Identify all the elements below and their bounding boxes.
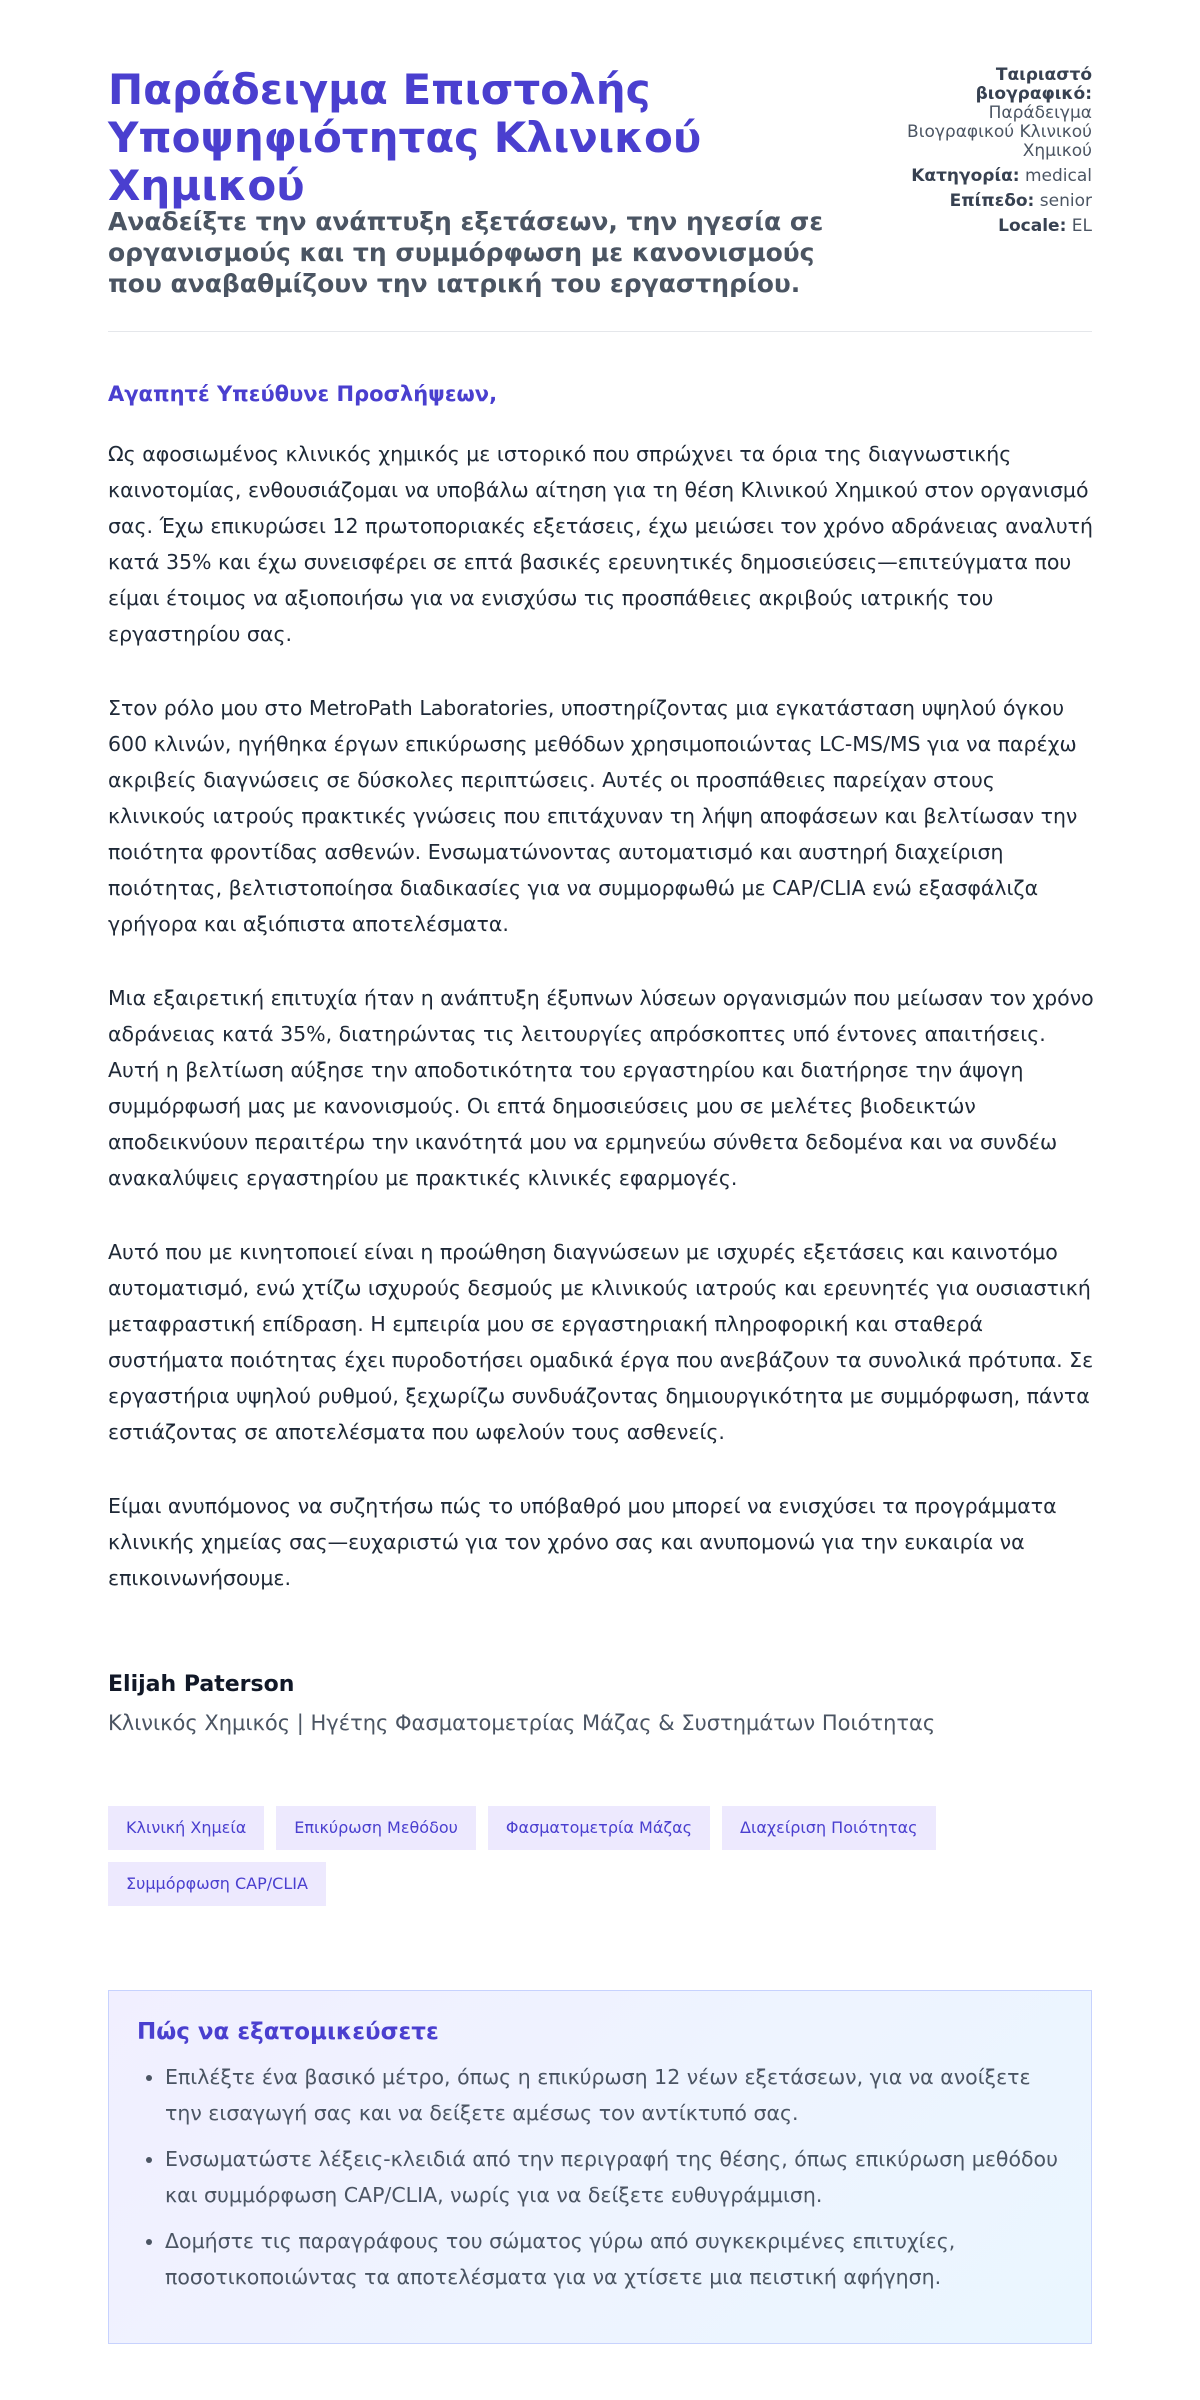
meta-matching-resume-label: Ταιριαστό βιογραφικό:: [975, 65, 1092, 104]
skill-tag: Κλινική Χημεία: [108, 1806, 264, 1850]
letter-body: [108, 436, 1094, 1634]
meta-level-value: senior: [1039, 191, 1092, 211]
skill-tag: Συμμόρφωση CAP/CLIA: [108, 1862, 326, 1906]
tips-title: Πώς να εξατομικεύσετε: [137, 2019, 439, 2045]
meta-category: [892, 167, 1092, 186]
meta-category-label: Κατηγορία:: [911, 166, 1020, 186]
letter-paragraph: Είμαι ανυπόμονος να συζητήσω πώς το υπόβαθρό μου μπορεί να ενισχύσει τα προγράμματα κλινικής χημείας σας—ευχαριστώ για τον χρόνο σας και ανυπομονώ για την ευκαιρία να επικοινωνήσουμε.: [108, 1494, 1057, 1590]
meta-panel: [892, 66, 1092, 242]
meta-locale-label: Locale:: [998, 216, 1067, 236]
customization-tips-box: [108, 1990, 1092, 2344]
page-subtitle: Αναδείξτε την ανάπτυξη εξετάσεων, την ηγεσία σε οργανισμούς και τη συμμόρφωση με κανονισμούς που αναβαθμίζουν την ιατρική του εργαστηρίου.: [108, 207, 824, 298]
meta-level: [892, 192, 1092, 211]
meta-category-value: medical: [1024, 166, 1092, 186]
tips-list-item: • Επιλέξτε ένα βασικό μέτρο, όπως η επικύρωση 12 νέων εξετάσεων, για να ανοίξετε την εισαγωγή σας και να δείξετε αμέσως τον αντίκτυπό σας.: [165, 2059, 1063, 2131]
skill-tag: Διαχείριση Ποιότητας: [722, 1806, 936, 1850]
signature-block: [108, 1672, 935, 1735]
tips-list-item: • Δομήστε τις παραγράφους του σώματος γύρω από συγκεκριμένες επιτυχίες, ποσοτικοποιώντας τα αποτελέσματα για να χτίσετε μια πειστική αφήγηση.: [165, 2223, 1063, 2295]
meta-locale: [892, 217, 1092, 236]
header-divider: [108, 331, 1092, 332]
letter-paragraph: Μια εξαιρετική επιτυχία ήταν η ανάπτυξη έξυπνων λύσεων οργανισμών που μείωσαν τον χρόνο αδράνειας κατά 35%, διατηρώντας τις λειτουργίες απρόσκοπτες υπό έντονες απαιτήσεις. Αυτή η βελτίωση αύξησε την αποδοτικότητα του εργαστηρίου και διατήρησε την άψογη συμμόρφωσή μας με κανονισμούς. Οι επτά δημοσιεύσεις μου σε μελέτες βιοδεικτών αποδεικνύουν περαιτέρω την ικανότητά μου να ερμηνεύω σύνθετα δεδομένα και να συνδέω ανακαλύψεις εργαστηρίου με πρακτικές κλινικές εφαρμογές.: [108, 986, 1094, 1190]
letter-paragraph: Στον ρόλο μου στο MetroPath Laboratories, υποστηρίζοντας μια εγκατάσταση υψηλού όγκου 600 κλινών, ηγήθηκα έργων επικύρωσης μεθόδων χρησιμοποιώντας LC-MS/MS για να παρέχω ακριβείς διαγνώσεις σε δύσκολες περιπτώσεις. Αυτές οι προσπάθειες παρείχαν στους κλινικούς ιατρούς πρακτικές γνώσεις που επιτάχυναν τη λήψη αποφάσεων και βελτίωσαν την ποιότητα φροντίδας ασθενών. Ενσωματώνοντας αυτοματισμό και αυστηρή διαχείριση ποιότητας, βελτιστοποίησα διαδικασίες για να συμμορφωθώ με CAP/CLIA ενώ εξασφάλιζα γρήγορα και αξιόπιστα αποτελέσματα.: [108, 696, 1078, 936]
meta-matching-resume: [892, 66, 1092, 161]
skill-tag: Φασματομετρία Μάζας: [488, 1806, 710, 1850]
signature-title: Κλινικός Χημικός | Ηγέτης Φασματομετρίας Μάζας & Συστημάτων Ποιότητας: [108, 1711, 936, 1735]
meta-locale-value: EL: [1071, 216, 1092, 236]
tips-list: [137, 2059, 1063, 2295]
cover-letter-page: [108, 65, 1094, 2289]
meta-level-label: Επίπεδο:: [949, 191, 1035, 211]
skill-tags: [108, 1806, 1092, 1906]
skill-tag: Επικύρωση Μεθόδου: [276, 1806, 476, 1850]
signature-name: Elijah Paterson: [108, 1672, 295, 1697]
page-title: Παράδειγμα Επιστολής Υποψηφιότητας Κλινικού Χημικού: [108, 65, 702, 210]
letter-paragraph: Ως αφοσιωμένος κλινικός χημικός με ιστορικό που σπρώχνει τα όρια της διαγνωστικής καινοτομίας, ενθουσιάζομαι να υποβάλω αίτηση για τη θέση Κλινικού Χημικού στον οργανισμό σας. Έχω επικυρώσει 12 πρωτοποριακές εξετάσεις, έχω μειώσει τον χρόνο αδράνειας αναλυτή κατά 35% και έχω συνεισφέρει σε επτά βασικές ερευνητικές δημοσιεύσεις—επιτεύγματα που είμαι έτοιμος να αξιοποιήσω για να ενισχύσω τις προσπάθειες ακριβούς ιατρικής του εργαστηρίου σας.: [108, 442, 1094, 646]
page-header: [108, 66, 1092, 331]
meta-matching-resume-value: Παράδειγμα Βιογραφικού Κλινικού Χημικού: [907, 103, 1092, 161]
tips-list-item: • Ενσωματώστε λέξεις-κλειδιά από την περιγραφή της θέσης, όπως επικύρωση μεθόδου και συμμόρφωση CAP/CLIA, νωρίς για να δείξετε ευθυγράμμιση.: [165, 2141, 1063, 2213]
letter-salutation: Αγαπητέ Υπεύθυνε Προσλήψεων,: [108, 382, 498, 406]
letter-paragraph: Αυτό που με κινητοποιεί είναι η προώθηση διαγνώσεων με ισχυρές εξετάσεις και καινοτόμο αυτοματισμό, ενώ χτίζω ισχυρούς δεσμούς με κλινικούς ιατρούς και ερευνητές για ουσιαστική μεταφραστική επίδραση. Η εμπειρία μου σε εργαστηριακή πληροφορική και σταθερά συστήματα ποιότητας έχει πυροδοτήσει ομαδικά έργα που ανεβάζουν τα συνολικά πρότυπα. Σε εργαστήρια υψηλού ρυθμού, ξεχωρίζω συνδυάζοντας δημιουργικότητα με συμμόρφωση, πάντα εστιάζοντας σε αποτελέσματα που ωφελούν τους ασθενείς.: [108, 1240, 1094, 1444]
